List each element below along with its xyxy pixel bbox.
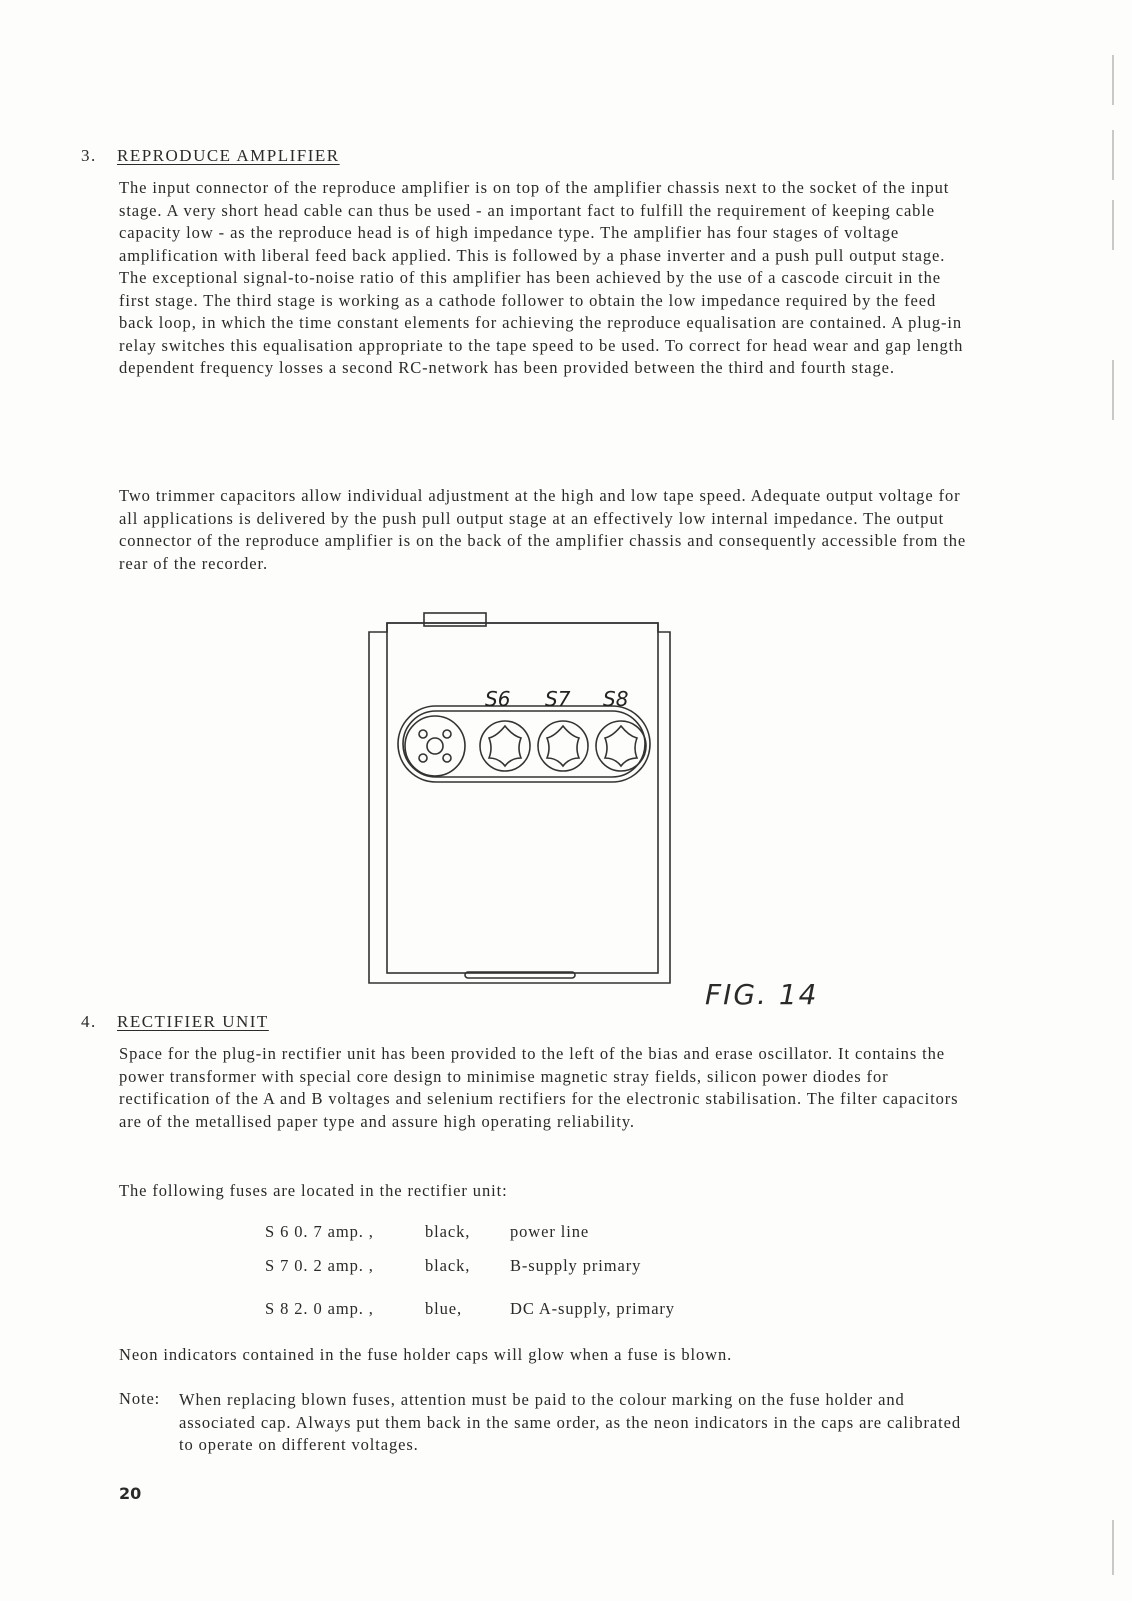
page-edge-mark [1112, 1520, 1114, 1575]
fuse-color: black, [425, 1222, 471, 1241]
fuse-color: black, [425, 1256, 471, 1275]
section-3-paragraph-1: The input connector of the reproduce amplifier is on top of the amplifier chassis next to the socket of the input stage. A very short head cable can thus be used - an important fact to fulfill the requirement of keeping cable capacity low - as the reproduce head is of high impedance type. The amplifier has four stages of voltage amplification with liberal feed back applied. This is followed by a phase inverter and a push pull output stage. The exceptional signal-to-noise ratio of this amplifier has been achieved by the use of a cascode circuit in the first stage. The third stage is working as a cathode follower to obtain the low impedance required by the feed back loop, in which the time constant elements for achieving the reproduce equalisation are contained. A plug-in relay switches this equalisation appropriate to the tape speed to be used. To correct for head wear and gap length dependent frequency losses a second RC-network has been provided between the third and fourth stage. [119, 178, 964, 377]
page-edge-mark [1112, 55, 1114, 105]
fig-14-diagram [365, 608, 685, 1008]
fuse-color: blue, [425, 1299, 463, 1318]
fuse-cap-s8-icon [596, 721, 646, 771]
socket-icon [405, 716, 465, 776]
fuse-cap-s7-icon [538, 721, 588, 771]
neon-indicators-text: Neon indicators contained in the fuse holder caps will glow when a fuse is blown. [119, 1345, 733, 1364]
section-3-title: REPRODUCE AMPLIFIER [117, 146, 340, 165]
page-number: 20 [119, 1484, 142, 1503]
fuse-holder-strip [398, 706, 650, 782]
section-4-paragraph-1: Space for the plug-in rectifier unit has been provided to the left of the bias and erase oscillator. It contains the power transformer with special core design to minimise magnetic stray fields, silicon power diodes for rectification of the A and B voltages and selenium rectifiers for the electronic stabilisation. The filter capacitors are of the metallised paper type and assure high operating reliability. [119, 1044, 959, 1131]
figure-label: FIG. 14 [705, 978, 819, 1011]
fuse-rating: S 6 0. 7 amp. , [265, 1222, 374, 1241]
chassis-top-tab [424, 613, 486, 626]
section-3-number: 3. [81, 146, 97, 165]
fuse-label-s8: S8 [603, 687, 629, 711]
fuse-use: power line [510, 1222, 590, 1241]
page-edge-mark [1112, 130, 1114, 180]
section-4-number: 4. [81, 1012, 97, 1031]
page-edge-mark [1112, 360, 1114, 420]
fuses-intro: The following fuses are located in the rectifier unit: [119, 1181, 508, 1200]
chassis-outer-frame [369, 623, 670, 983]
fuse-label-s6: S6 [485, 687, 511, 711]
fuse-use: DC A-supply, primary [510, 1299, 675, 1318]
note-text: When replacing blown fuses, attention must be paid to the colour marking on the fuse holder and associated cap. Always put them back in the same order, as the neon indicators in the caps are calibrated to operate on different voltages. [179, 1390, 962, 1454]
fuse-rating: S 8 2. 0 amp. , [265, 1299, 374, 1318]
fuse-cap-s6-icon [480, 721, 530, 771]
fuse-rating: S 7 0. 2 amp. , [265, 1256, 374, 1275]
section-4-title: RECTIFIER UNIT [117, 1012, 269, 1031]
fuse-use: B-supply primary [510, 1256, 642, 1275]
note-label: Note: [119, 1389, 161, 1408]
chassis-inner-panel [387, 623, 658, 973]
page-edge-mark [1112, 200, 1114, 250]
fuse-label-s7: S7 [545, 687, 571, 711]
section-3-paragraph-2: Two trimmer capacitors allow individual adjustment at the high and low tape speed. Adequate output voltage for all applications is delivered by the push pull output stage at an effectively low internal impedance. The output connector of the reproduce amplifier is on the back of the amplifier chassis and consequently accessible from the rear of the recorder. [119, 486, 967, 573]
